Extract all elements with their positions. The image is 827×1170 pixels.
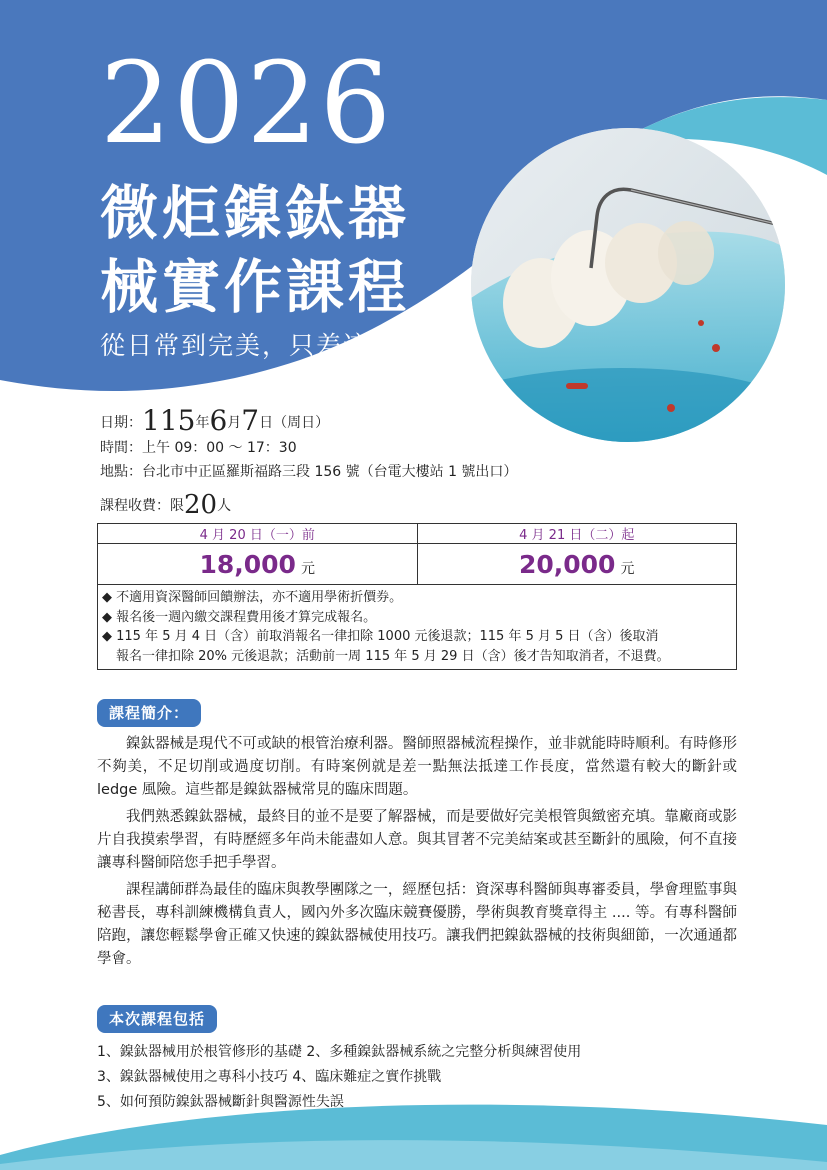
intro-heading: 課程簡介： [97,699,201,727]
date-year: 115 [142,404,196,437]
time-line: 時間：上午 09：00 ～ 17：30 [100,440,297,456]
course-subtitle: 從日常到完美，只差這一步 [100,331,425,360]
fee-note: ◆ 報名後一週內繳交課程費用後才算完成報名。 [102,609,377,625]
date-year-unit: 年 [195,415,210,431]
fee-limit-unit: 人 [217,498,232,514]
fee-label: 課程收費：限 [100,498,184,514]
regular-price: 20,000 [518,549,616,579]
includes-heading: 本次課程包括 [97,1005,217,1033]
regular-currency: 元 [620,560,635,577]
intro-paragraph-3: 課程講師群為最佳的臨床與教學團隊之一，經歷包括：資深專科醫師與專審委員，學會理監事與秘書長，專科訓練機構負責人，國內外多次臨床競賽優勝，學術與教育獎章得主 .... 等。有專科醫師陪跑，讓您輕鬆學會正確又快速的鎳鈦器械使用技巧。讓我們把鎳鈦器械的技術與細節，一次通通都學會。 [97,882,737,967]
date-month-unit: 月 [227,415,242,431]
fee-note: 報名一律扣除 20% 元後退款；活動前一周 115 年 5 月 29 日（含）後才告知取消者，不退費。 [116,648,670,664]
dental-model-photo [471,128,785,442]
early-bird-price: 18,000 [199,549,296,579]
fee-table [97,523,737,670]
course-year: 2026 [100,39,394,169]
date-day: 7 [241,404,260,437]
regular-price-cell [417,544,737,585]
regular-header: 4 月 21 日（二）起 [417,524,737,544]
intro-paragraph-2: 我們熟悉鎳鈦器械，最終目的並不是要了解器械，而是要做好完美根管與緻密充填。靠廠商或影片自我摸索學習，有時歷經多年尚未能盡如人意。與其冒著不完美結案或甚至斷針的風險，何不直接讓專科醫師陪您手把手學習。 [97,809,737,871]
includes-item: 1、鎳鈦器械用於根管修形的基礎 2、多種鎳鈦器械系統之完整分析與練習使用 [97,1044,582,1060]
date-label: 日期： [100,415,142,431]
includes-item: 3、鎳鈦器械使用之專科小技巧 4、臨床難症之實作挑戰 [97,1069,442,1085]
footer-wave [0,1080,827,1170]
includes-item: 5、如何預防鎳鈦器械斷針與醫源性失誤 [97,1094,344,1110]
date-month: 6 [209,404,228,437]
fee-line [100,490,231,520]
fee-note: ◆ 115 年 5 月 4 日（含）前取消報名一律扣除 1000 元後退款；115 年 5 月 5 日（含）後取消 [102,629,659,644]
fee-limit: 20 [184,490,218,520]
fee-note: ◆ 不適用資深醫師回饋辦法，亦不適用學術折價券。 [102,590,403,605]
date-line [100,404,329,437]
date-day-unit: 日（周日） [259,415,330,431]
early-bird-price-cell [98,544,418,585]
location-line: 地點：台北市中正區羅斯福路三段 156 號（台電大樓站 1 號出口） [100,464,518,480]
early-bird-currency: 元 [301,560,316,577]
course-title-line-2: 械實作課程 [100,253,411,321]
intro-paragraph-1: 鎳鈦器械是現代不可或缺的根管治療利器。醫師照器械流程操作，並非就能時時順利。有時修形不夠美，不足切削或過度切削。有時案例就是差一點無法抵達工作長度，當然還有較大的斷針或 ledge 風險。這些都是鎳鈦器械常見的臨床問題。 [97,736,737,798]
fee-notes [98,585,737,670]
early-bird-header: 4 月 20 日（一）前 [98,524,418,544]
course-title-line-1: 微炬鎳鈦器 [100,179,411,247]
